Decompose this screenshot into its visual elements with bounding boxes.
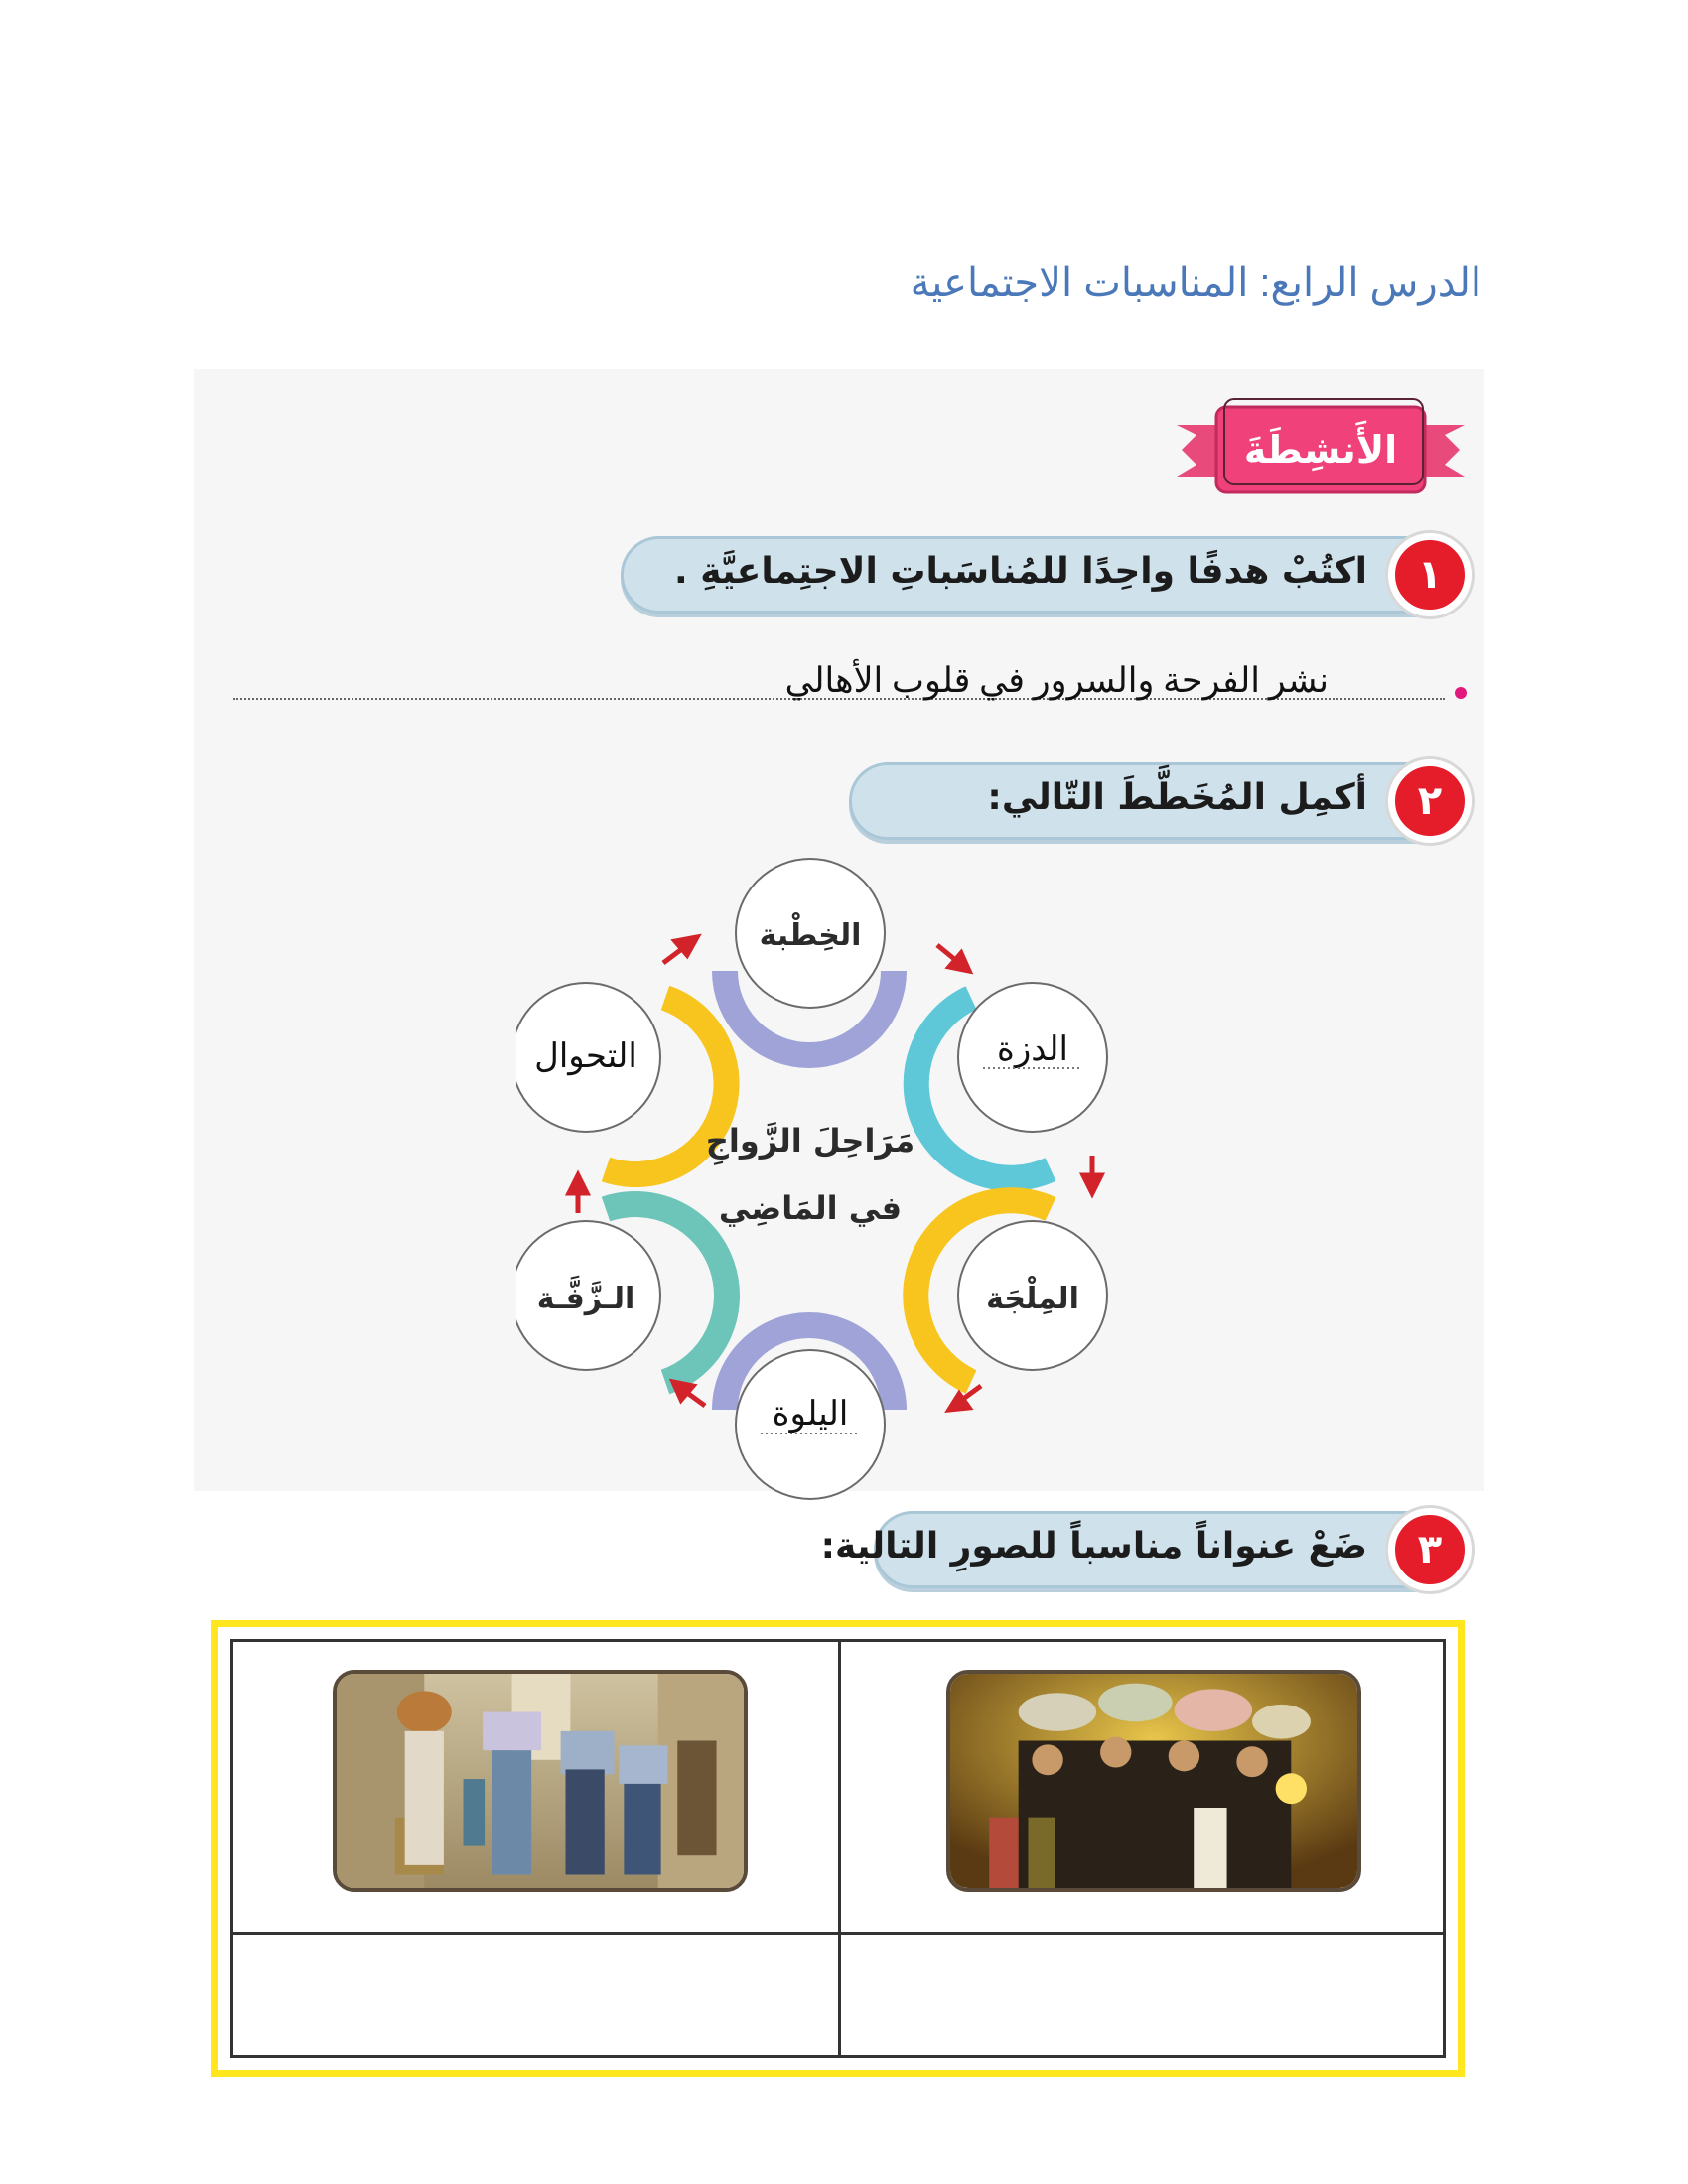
- painting-women-procession: [946, 1670, 1361, 1892]
- arrow-icon: [569, 1175, 587, 1193]
- painting-carrying-bundles: [333, 1670, 748, 1892]
- svg-text:التحوال[interactable]: التحوال: [534, 1037, 637, 1075]
- node-tahwal[interactable]: [516, 983, 660, 1132]
- node-khitba: [736, 859, 885, 1008]
- arrow-icon: [1083, 1175, 1101, 1193]
- node-milcha: [958, 1221, 1107, 1370]
- activities-banner: [1177, 395, 1465, 504]
- question-1-header: [621, 536, 1465, 614]
- svg-text:الـزَّفَّـة: الـزَّفَّـة: [536, 1282, 635, 1316]
- node-zaffa: [516, 1221, 660, 1370]
- question-3-header: [820, 1511, 1465, 1588]
- node-dazza[interactable]: [958, 983, 1107, 1132]
- lesson-title: الدرس الرابع: المناسبات الاجتماعية: [910, 261, 1481, 305]
- question-1-answer[interactable]: نشر الفرحة والسرور في قلوب الأهالي: [784, 661, 1329, 700]
- diagram-center-title-line2: في المَاضِي: [718, 1189, 903, 1227]
- question-2-number: ٢: [1388, 759, 1472, 843]
- svg-text:الدزة[interactable]: الدزة: [997, 1030, 1068, 1068]
- node-yalwa[interactable]: [736, 1350, 885, 1499]
- table-divider: [233, 1932, 1443, 1935]
- svg-text:المِلْجَة: المِلْجَة: [986, 1282, 1079, 1316]
- pictures-table: [230, 1639, 1446, 2058]
- bullet-icon: [1455, 687, 1467, 699]
- question-3-number: ٣: [1388, 1508, 1472, 1591]
- svg-text:اليلوة[interactable]: اليلوة: [772, 1395, 849, 1433]
- question-2-header: [849, 762, 1465, 840]
- question-1-number: ١: [1388, 533, 1472, 616]
- question-1-text: اكتُبْ هدفًا واحِدًا للمُناسَباتِ الاجتِماعيَّةِ .: [674, 551, 1367, 592]
- table-divider: [838, 1642, 841, 2055]
- question-3-text: ضَعْ عنواناً مناسباً للصورِ التالية:: [820, 1526, 1367, 1567]
- activities-banner-label: الأَنشِطَةَ: [1243, 428, 1398, 472]
- pictures-frame: [211, 1620, 1465, 2077]
- marriage-stages-diagram: [516, 854, 1192, 1509]
- diagram-center-title-line1: مَرَاحِلَ الزَّواجِ: [705, 1122, 915, 1160]
- question-2-text: أكمِل المُخَطَّطَ التّالي:: [987, 777, 1367, 818]
- svg-text:الخِطْبة: الخِطْبة: [759, 918, 862, 953]
